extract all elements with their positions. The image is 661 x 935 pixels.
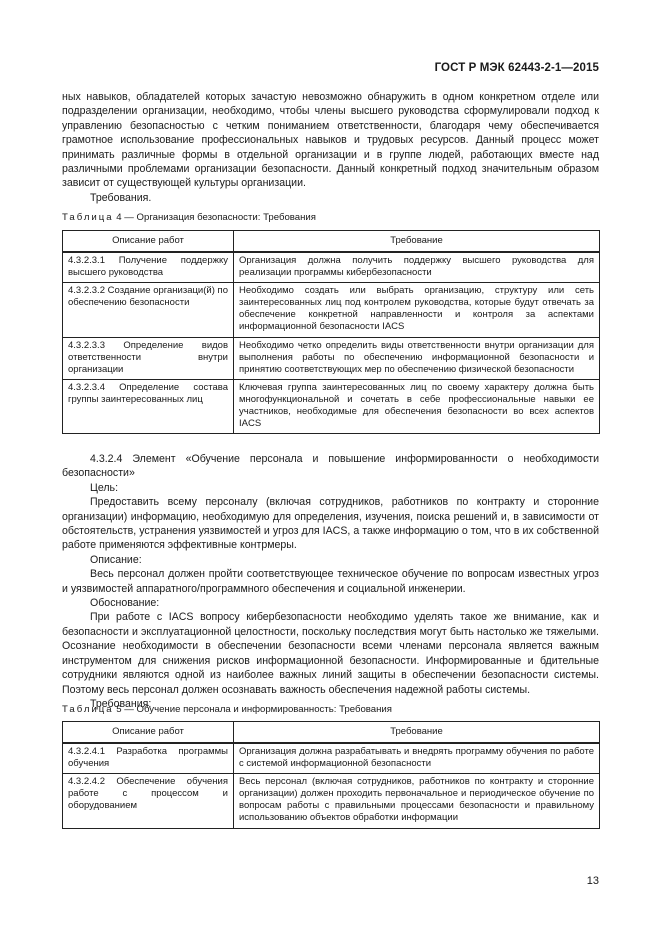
row-requirement: Ключевая группа заинтересованных лиц по своему характеру должна быть многофункциональной и сочетать в себе профессиональные навыки ее участников, необходимые для обеспечения безопасности во всех аспектов IACS [234, 379, 600, 433]
table5-header-row [63, 722, 600, 744]
table4-caption-rest: 4 — Организация безопасности: Требования [116, 212, 316, 223]
table-row [63, 283, 600, 337]
table-row [63, 252, 600, 283]
table5 [62, 721, 600, 829]
table4-col-desc-header: Описание работ [63, 231, 234, 253]
goal-label: Цель: [90, 481, 119, 494]
table5-caption [62, 704, 392, 716]
row-requirement: Весь персонал (включая сотрудников, работников по контракту и сторонние организации) должен проходить первоначальное и периодическое обучение по вопросам работы с правильными процессами безопасности и правильному использованию объектов обработки информации [234, 774, 600, 828]
table4 [62, 230, 600, 434]
table-row [63, 774, 600, 828]
basis-label: Обоснование: [90, 597, 160, 610]
row-description: 4.3.2.3.4 Определение состава группы заинтересованных лиц [63, 379, 234, 433]
row-description: 4.3.2.3.1 Получение поддержку высшего руководства [63, 252, 234, 283]
table5-col-req-header: Требование [234, 722, 600, 744]
requirements-label-2: Требования: [90, 697, 152, 710]
document-header: ГОСТ Р МЭК 62443-2-1—2015 [434, 62, 599, 74]
intro-paragraph: ных навыков, обладателей которых зачастую невозможно обнаружить в одном конкретном отделе или подразделении организации, необходимо, чтобы члены высшего руководства сформулировали подход к управлению безопасностью с четким пониманием ответственности, благодаря чему обеспечивается грамотное использование профессиональных навыков и трудовых ресурсов. Данный процесс может принимать различные формы в отдельной организации и в группе людей, работающих вместе над различными проблемами организации безопасности. Данный конкретный подход значительным образом зависит от существующей культуры организации. [62, 91, 599, 190]
table5-col-desc-header: Описание работ [63, 722, 234, 744]
table5-caption-rest: 5 — Обучение персонала и информированность: Требования [116, 704, 392, 715]
row-description: 4.3.2.3.3 Определение видов ответственности внутри организации [63, 337, 234, 379]
row-requirement: Необходимо создать или выбрать организацию, структуру или сеть заинтересованных лиц под контролем руководства, которые будут отвечать за обеспечение конкретной направленности и контроля за аспектами информационной безопасности IACS [234, 283, 600, 337]
table-row [63, 743, 600, 774]
description-text: Весь персонал должен пройти соответствующее техническое обучение по вопросам известных угроз и уязвимостей аппаратного/программного обеспечения и социальной инженерии. [62, 568, 599, 595]
row-requirement: Организация должна разрабатывать и внедрять программу обучения по работе с системой информационной безопасности [234, 743, 600, 774]
basis-text: При работе с IACS вопросу кибербезопасности необходимо уделять такое же внимание, как и безопасности и эксплуатационной целостности, поскольку последствия могут быть настолько же тяжелыми. Осознание необходимости в обеспечении безопасности всеми членами персонала является важным инструментом для снижения рисков информационной безопасности. Информированные и бдительные сотрудники являются одной из наиболее важных линий защиты в обеспечении безопасности системы. Поэтому весь персонал должен осознавать важность обеспечения надежной работы системы. [62, 611, 599, 696]
row-description: 4.3.2.4.1 Разработка программы обучения [63, 743, 234, 774]
row-description: 4.3.2.3.2 Создание организаци(й) по обеспечению безопасности [63, 283, 234, 337]
table-row [63, 337, 600, 379]
table4-col-req-header: Требование [234, 231, 600, 253]
table4-header-row [63, 231, 600, 253]
goal-text: Предоставить всему персоналу (включая сотрудников, работников по контракту и сторонние организации) информацию, необходимую для определения, изучения, поиска решений и, в зависимости от обстоятельств, устранения уязвимостей и угроз для IACS, а также информацию о том, что в их собственной работе применяются эффективные контрмеры. [62, 496, 599, 552]
requirements-label: Требования. [90, 191, 152, 204]
section-block [62, 452, 599, 711]
page-number: 13 [586, 875, 599, 887]
row-requirement: Необходимо четко определить виды ответственности внутри организации для выполнения работы по обеспечению информационной безопасности и принятию соответствующих мер по обеспечению физической безопасности [234, 337, 600, 379]
table5-caption-prefix: Таблица [62, 704, 114, 715]
table4-caption [62, 212, 316, 224]
element-title: 4.3.2.4 Элемент «Обучение персонала и повышение информированности о необходимости безопасности» [62, 453, 599, 480]
table-row [63, 379, 600, 433]
row-requirement: Организация должна получить поддержку высшего руководства для реализации программы кибербезопасности [234, 252, 600, 283]
table4-caption-prefix: Таблица [62, 212, 114, 223]
description-label: Описание: [90, 553, 142, 566]
row-description: 4.3.2.4.2 Обеспечение обучения работе с процессом и оборудованием [63, 774, 234, 828]
intro-block [62, 90, 599, 205]
